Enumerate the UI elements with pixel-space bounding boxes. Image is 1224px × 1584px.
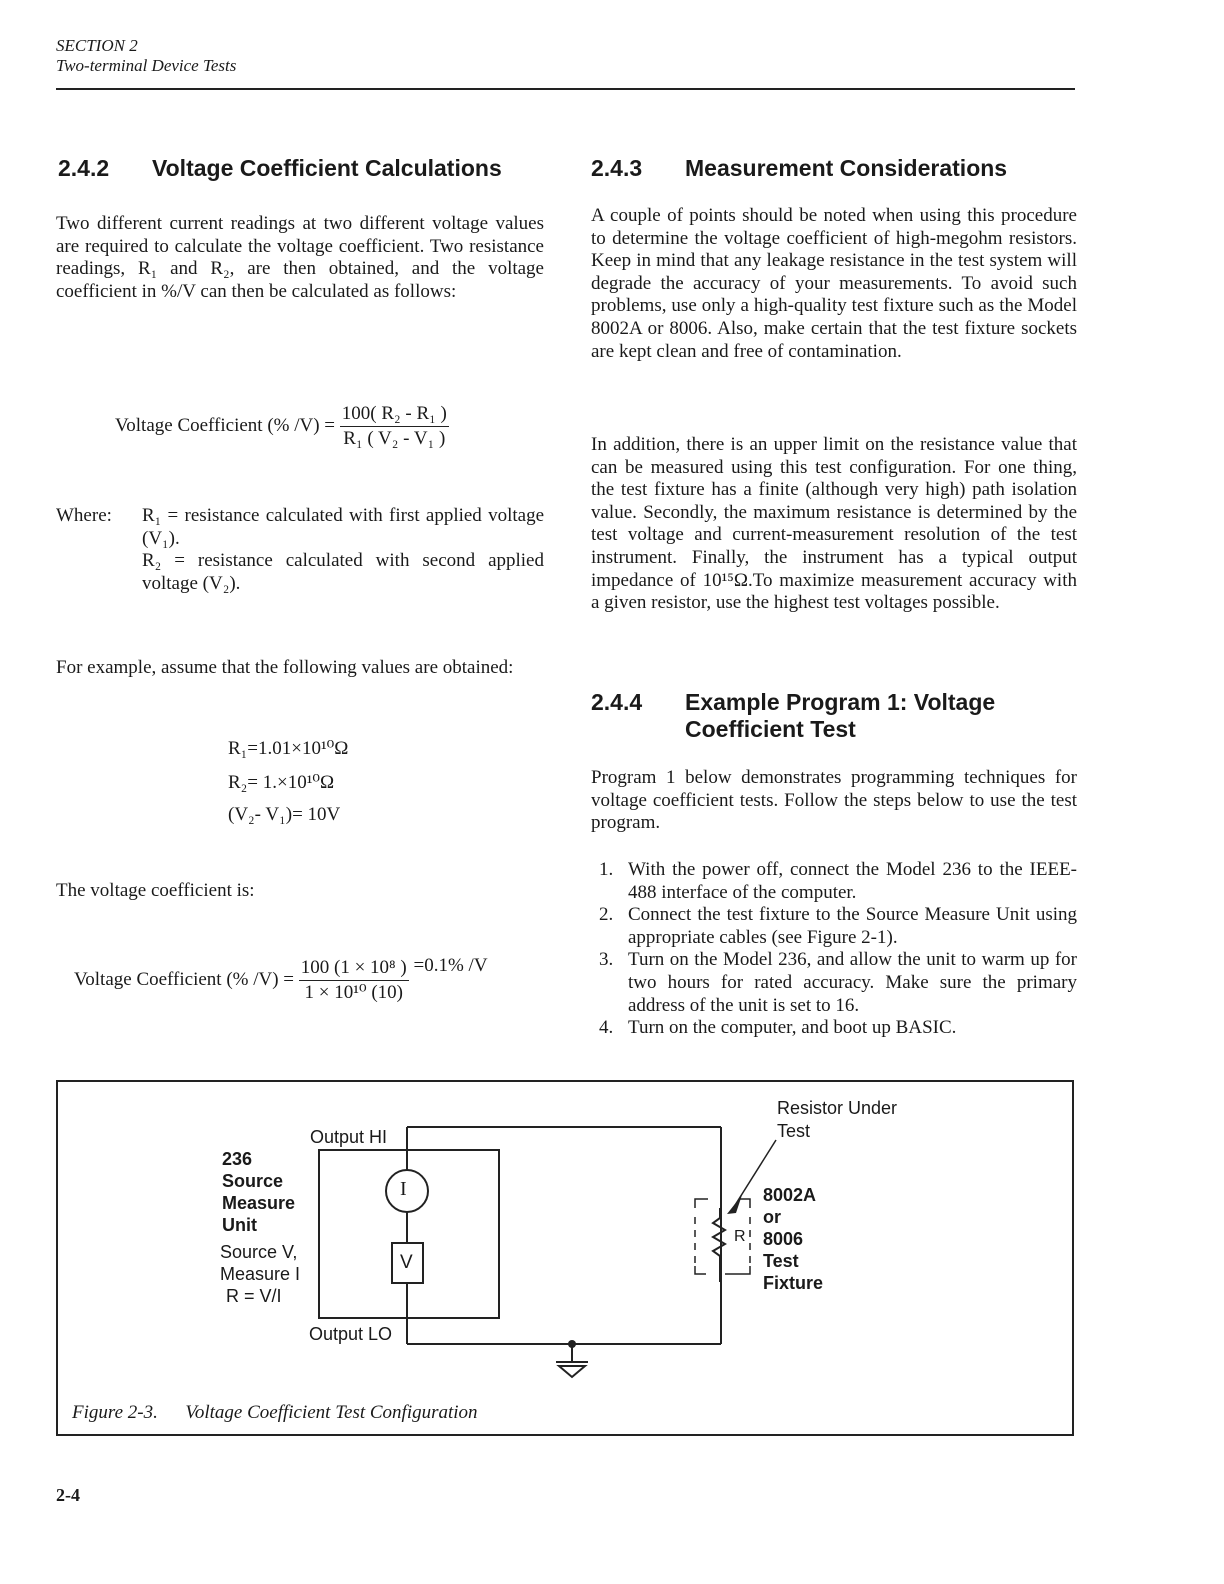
example-intro: For example, assume that the following values are obtained: [56, 657, 514, 678]
heading-2-4-2: 2.4.2 Voltage Coefficient Calculations [58, 155, 502, 181]
smu-box [319, 1150, 499, 1318]
coefficient-intro: The voltage coefficient is: [56, 880, 255, 901]
considerations-paragraph-2: In addition, there is an upper limit on the resistance value that can be measured using this test configuration. For one thing, the test fixture has a finite (although very high) path isolation value. Secondly, the maximum resistance is determined by the test voltage and current-measurement resolution of the test instrument. Finally, the instrument has a typical output impedance of 10¹⁵Ω.To maximize measurement accuracy with a given resistor, use the highest test voltages possible. [591, 434, 1077, 614]
resistor-r-label: R [734, 1228, 746, 1245]
output-lo-label: Output LO [309, 1324, 393, 1344]
list-item: 2. Connect the test fixture to the Source Measure Unit using appropriate cables (see Figure 2-1). [599, 904, 1077, 948]
result-denominator: 1 × 10¹⁰ (10) [304, 982, 403, 1004]
ground-node [568, 1340, 576, 1348]
result-formula: Voltage Coefficient (% /V) = $\frac{\text{100 (1 × 10⁸ )}}{\text{1 × 10¹⁰ (10)}}$ =0.1% /V [74, 955, 488, 1004]
formula: Voltage Coefficient (% /V) = $\frac{\text{100( R₂ - R₁ )}}{\text{R₁ ( V₂ - V₁ )}}$ [115, 403, 447, 449]
heading-2-4-4: 2.4.4 Example Program 1: Voltage Coefficient Test [591, 689, 996, 742]
formula-denominator: R₁ ( V₂ - V₁ ) [343, 428, 446, 449]
smu-label: 236 Source Measure Unit [222, 1149, 296, 1235]
ground-icon [559, 1366, 585, 1377]
resistor-symbol [713, 1208, 725, 1282]
heading-2-4-3: 2.4.3 Measurement Considerations [591, 155, 1008, 181]
value-r1: R₁=1.01×10¹⁰Ω [228, 738, 349, 759]
ammeter-label: I [400, 1178, 407, 1200]
value-r2: R₂= 1.×10¹⁰Ω [228, 772, 335, 793]
list-item: 1. With the power off, connect the Model 236 to the IEEE-488 interface of the computer. [599, 859, 1077, 903]
fixture-label: 8002A or 8006 Test Fixture [763, 1185, 824, 1293]
section-label: SECTION 2 [56, 36, 138, 55]
smu-mode-label: Source V, Measure I R = V/I [220, 1242, 301, 1306]
where-r2: R₂ = resistance calculated with second applied voltage (V₂). [142, 550, 544, 594]
resistor-under-test-label: Resistor Under Test [777, 1098, 898, 1141]
section-subtitle: Two-terminal Device Tests [56, 56, 237, 75]
list-item: 4. Turn on the computer, and boot up BASIC. [599, 1017, 957, 1039]
list-item: 3. Turn on the Model 236, and allow the unit to warm up for two hours for rated accuracy. Make sure the primary address of the unit is set to 16. [599, 949, 1077, 1016]
formula-numerator: 100( R₂ - R₁ ) [340, 403, 449, 427]
result-value: =0.1% /V [413, 955, 488, 976]
intro-paragraph: Two different current readings at two different voltage values are required to calculate the voltage coefficient. Two resistance readings, R₁ and R₂, are then obtained, and the voltage coefficient in %/V can then be calculated as follows: [56, 213, 544, 302]
program-intro: Program 1 below demonstrates programming techniques for voltage coefficient tests. Follow the steps below to use the test program. [591, 767, 1077, 834]
figure-caption: Figure 2-3. Voltage Coefficient Test Configuration [72, 1402, 478, 1423]
page-number: 2-4 [56, 1485, 80, 1505]
considerations-paragraph-1: A couple of points should be noted when using this procedure to determine the voltage coefficient of high-megohm resistors. Keep in mind that any leakage resistance in the test system will degrade the accuracy of your measurements. To avoid such problems, use only a high-quality test fixture such as the Model 8002A or 8006. Also, make certain that the test fixture sockets are kept clean and free of contamination. [591, 205, 1077, 362]
result-numerator: 100 (1 × 10⁸ ) [299, 957, 409, 981]
where-label: Where: [56, 505, 112, 526]
output-hi-label: Output HI [310, 1127, 388, 1147]
voltage-source-label: V [400, 1252, 413, 1273]
ammeter-symbol [386, 1170, 428, 1212]
where-r1: R₁ = resistance calculated with first applied voltage (V₁). [142, 505, 544, 549]
value-voltage-diff: (V₂- V₁)= 10V [228, 804, 341, 825]
